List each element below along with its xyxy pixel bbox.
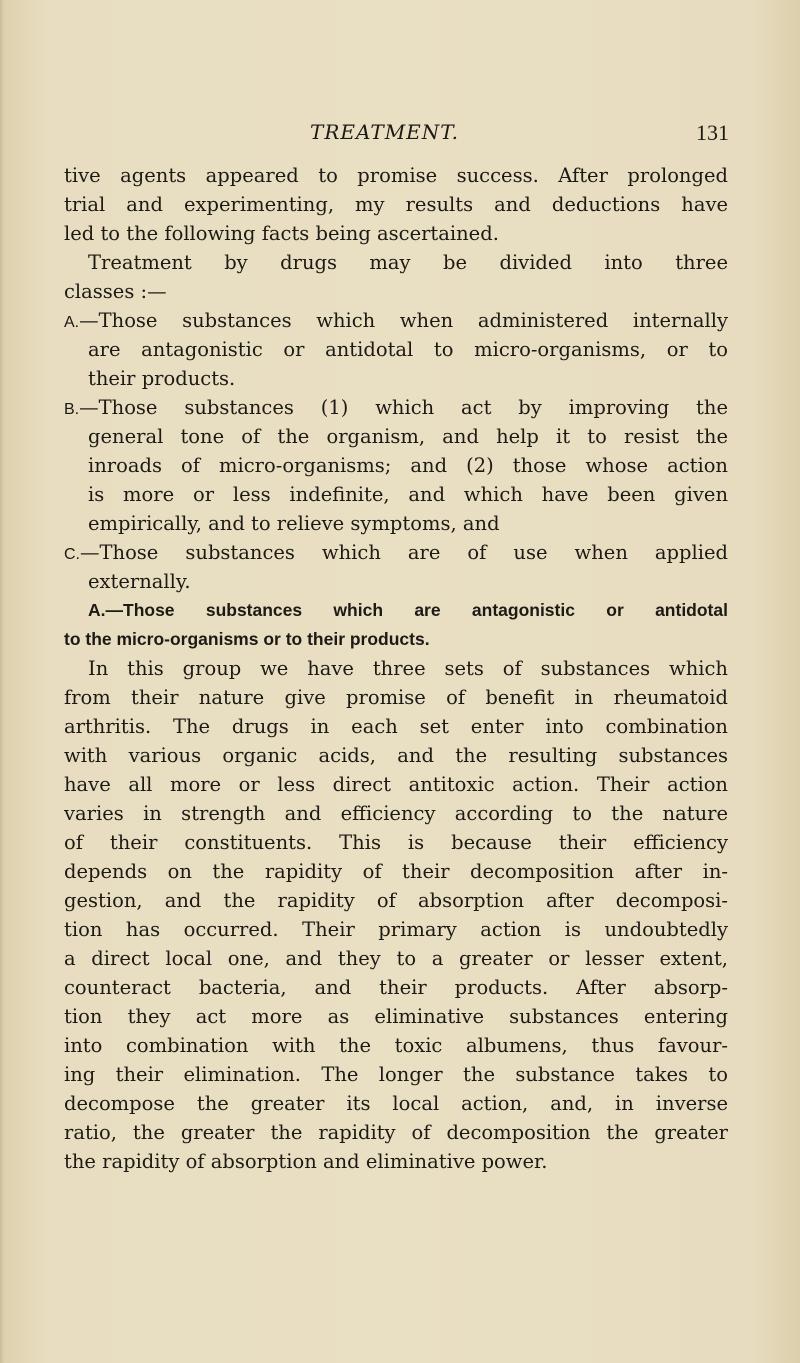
text-line: with various organic acids, and the resulting substances: [64, 744, 728, 767]
text-line: Treatment by drugs may be divided into three: [88, 251, 728, 274]
class-b-label: B.: [64, 401, 80, 418]
page-edge: [0, 0, 4, 1363]
text-line: the rapidity of absorption and eliminative power.: [64, 1150, 548, 1173]
class-a-text: —Those substances which when administered internally: [79, 309, 728, 332]
text-line: empirically, and to relieve symptoms, and: [88, 512, 500, 535]
text-line: a direct local one, and they to a greater or lesser extent,: [64, 947, 728, 970]
text-line: trial and experimenting, my results and deductions have: [64, 193, 728, 216]
text-line: gestion, and the rapidity of absorption after decomposi-: [64, 889, 728, 912]
text-line: general tone of the organism, and help it to resist the: [88, 425, 728, 448]
text-line: is more or less indefinite, and which have been given: [88, 483, 728, 506]
section-heading: to the micro-organisms or to their products.: [64, 629, 430, 649]
text-line: arthritis. The drugs in each set enter into combination: [64, 715, 728, 738]
text-line: classes :—: [64, 280, 167, 303]
page-number: 131: [696, 120, 729, 145]
running-head: TREATMENT.: [310, 120, 460, 144]
text-line: In this group we have three sets of substances which: [88, 657, 728, 680]
class-c-text: —Those substances which are of use when applied: [80, 541, 728, 564]
page-header: [0, 118, 800, 148]
text-line: their products.: [88, 367, 236, 390]
class-c-label: C.: [64, 546, 80, 563]
text-line: externally.: [88, 570, 191, 593]
text-line: tive agents appeared to promise success. After prolonged: [64, 164, 728, 187]
class-a-label: A.: [64, 314, 80, 331]
text-line: tion has occurred. Their primary action is undoubtedly: [64, 918, 728, 941]
text-line: from their nature give promise of benefit in rheumatoid: [64, 686, 728, 709]
text-line: decompose the greater its local action, and, in inverse: [64, 1092, 728, 1115]
class-c-line: [64, 538, 728, 567]
text-line: tion they act more as eliminative substances entering: [64, 1005, 728, 1028]
text-line: have all more or less direct antitoxic action. Their action: [64, 773, 728, 796]
text-line: of their constituents. This is because their efficiency: [64, 831, 728, 854]
text-line: are antagonistic or antidotal to micro-organisms, or to: [88, 338, 728, 361]
text-line: depends on the rapidity of their decomposition after in-: [64, 860, 728, 883]
class-b-text: —Those substances (1) which act by improving the: [79, 396, 728, 419]
text-line: into combination with the toxic albumens, thus favour-: [64, 1034, 728, 1057]
text-line: varies in strength and efficiency according to the nature: [64, 802, 728, 825]
text-line: inroads of micro-organisms; and (2) those whose action: [88, 454, 728, 477]
text-line: counteract bacteria, and their products. After absorp-: [64, 976, 728, 999]
text-line: ratio, the greater the rapidity of decomposition the greater: [64, 1121, 728, 1144]
class-a-line: [64, 306, 728, 335]
text-line: led to the following facts being ascertained.: [64, 222, 499, 245]
text-line: ing their elimination. The longer the substance takes to: [64, 1063, 728, 1086]
page-text: [64, 161, 728, 1176]
class-b-line: [64, 393, 728, 422]
section-heading: A.—Those substances which are antagonistic or antidotal: [88, 600, 728, 620]
